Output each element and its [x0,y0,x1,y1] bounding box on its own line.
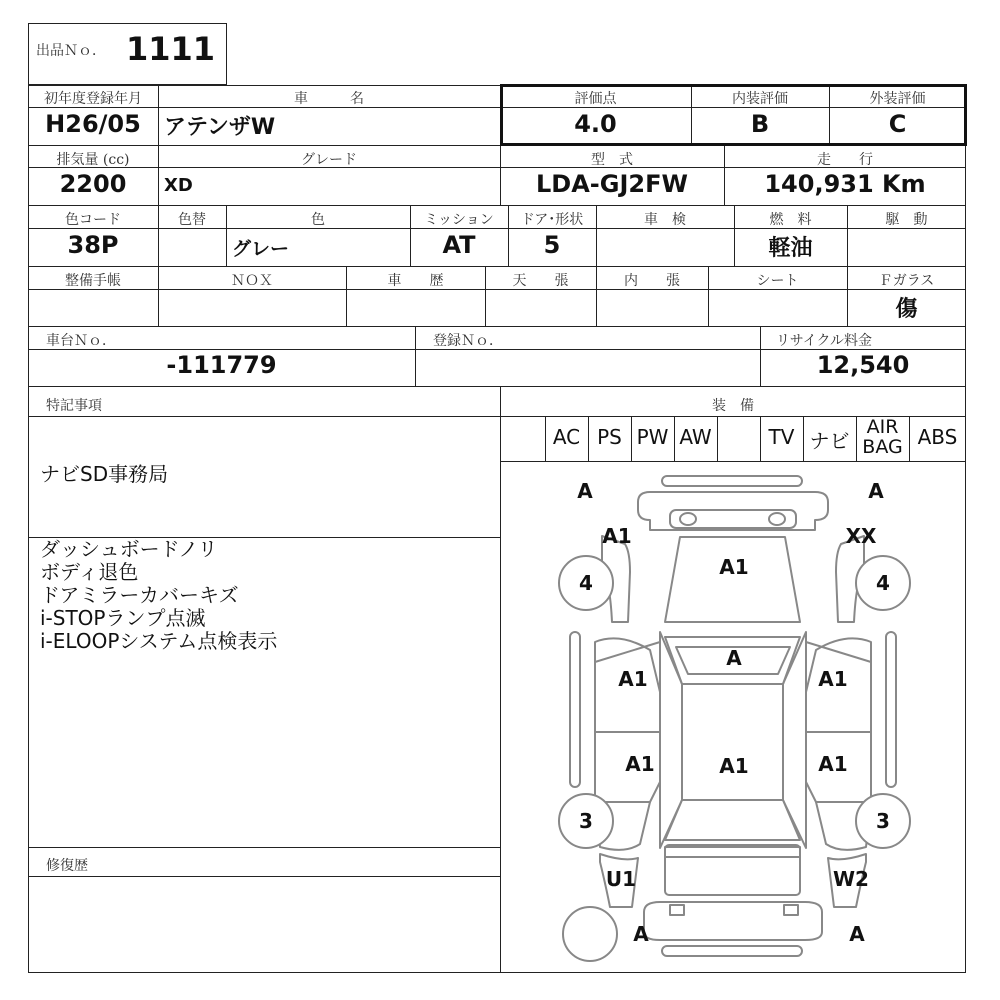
spare-tire [563,907,617,961]
label-repair-history: 修復歴 [46,858,88,874]
mark-rear-door-right: A1 [818,752,848,776]
equipment-tv: TV [768,425,795,449]
value-grade: XD [164,175,193,196]
mark-hood: A1 [719,555,749,579]
mark-rear-quarter-right: W2 [833,867,869,891]
roof [682,684,783,800]
left-mirror [570,632,580,787]
mark-front-bumper-right: A [868,479,884,503]
label-grade: グレード [301,152,357,168]
label-first-reg: 初年度登録年月 [44,91,142,107]
label-seat: シート [756,273,799,289]
value-chassis-no: -111779 [166,351,277,379]
mark-front-door-left: A1 [618,667,648,691]
label-mileage: 走 行 [817,152,873,168]
mark-front-door-right: A1 [818,667,848,691]
label-nox: ＮＯＸ [231,273,273,289]
rear-bumper-bottom [662,946,802,956]
mark-rear-bumper-right: A [849,922,865,946]
mark-tire-front-right: 4 [876,571,890,595]
value-door-shape: 5 [543,231,561,259]
label-displacement: 排気量 (cc) [56,152,130,168]
value-score: 4.0 [574,110,617,138]
mark-tire-front-left: 4 [579,571,593,595]
hood [665,537,800,622]
right-mirror [886,632,896,787]
value-f-glass: 傷 [895,297,918,322]
label-score: 評価点 [574,91,617,107]
label-model: 型 式 [591,152,633,168]
special-notes-top: ナビSD事務局 [40,462,169,486]
value-recycle-fee: 12,540 [816,351,910,379]
label-recycle-fee: リサイクル料金 [776,333,873,349]
label-f-glass: Ｆガラス [878,273,935,289]
mark-roof: A1 [719,754,749,778]
equipment-pw: PW [636,425,669,449]
equipment-navi: ナビ [809,429,850,453]
mark-rear-door-left: A1 [625,752,655,776]
mark-front-right-corner: XX [845,524,877,548]
value-color-code: 38P [67,231,119,259]
equipment-ac: AC [552,425,581,449]
mark-rear-quarter-left: U1 [605,867,637,891]
label-color-change: 色替 [178,212,206,228]
equipment-aw: AW [679,425,712,449]
front-emblem-left [680,513,696,525]
value-exterior: C [888,110,907,138]
label-interior: 内装評価 [732,91,788,107]
mark-tire-rear-left: 3 [579,809,593,833]
rear-window [665,800,800,840]
label-equipment: 装 備 [712,398,754,414]
note-line: ダッシュボードノリ [40,537,218,561]
rear-plate-left [670,905,684,915]
lot-number-label: 出品Ｎｏ． [36,43,106,59]
front-bumper-top [662,476,802,486]
label-sunroof: 天 張 [512,273,569,289]
special-notes-list [40,538,277,653]
note-line: ボディ退色 [40,560,139,584]
mark-tire-rear-right: 3 [876,809,890,833]
label-inspection: 車 検 [644,212,686,228]
mark-front-bumper-left: A [577,479,593,503]
label-color-code: 色コード [65,212,121,228]
label-special-notes: 特記事項 [46,398,102,414]
cabin-outline-right [783,632,806,848]
value-fuel: 軽油 [768,236,813,261]
mark-rear-bumper-left: A [633,922,649,946]
rear-trunk [665,845,800,895]
mark-windshield: A [726,646,742,670]
label-chassis-no: 車台Ｎｏ． [46,333,116,349]
rear-plate-right [784,905,798,915]
equipment-abs: ABS [917,425,958,449]
label-mission: ミッション [424,212,494,228]
car-damage-diagram [500,462,966,972]
label-service-book: 整備手帳 [65,273,121,289]
value-displacement: 2200 [59,170,127,198]
value-model: LDA-GJ2FW [536,170,688,198]
label-door-shape: ドア･形状 [520,212,584,228]
label-headliner: 内 張 [624,273,680,289]
note-line: i-ELOOPシステム点検表示 [40,629,278,653]
label-color: 色 [311,212,325,228]
equipment-airbag: AIR BAG [862,416,903,458]
value-mileage: 140,931 Km [764,170,926,198]
cabin-outline [660,632,682,848]
lot-number-value: 1111 [126,30,216,68]
note-line: i-STOPランプ点滅 [40,606,206,630]
label-exterior: 外装評価 [869,91,926,107]
front-emblem-right [769,513,785,525]
label-reg-no: 登録Ｎｏ． [433,333,503,349]
equipment-ps: PS [597,425,622,449]
label-car-name: 車 名 [294,91,364,107]
label-drive: 駆 動 [885,212,928,228]
mark-front-left-corner: A1 [602,524,632,548]
value-mission: AT [442,231,476,259]
value-interior: B [750,110,770,138]
rear-deck [665,847,800,857]
value-color: グレー [232,238,290,260]
note-line: ドアミラーカバーキズ [40,583,239,607]
label-fuel: 燃 料 [769,212,812,228]
value-car-name: アテンザW [164,115,276,140]
value-first-reg: H26/05 [45,110,141,138]
label-history: 車 歴 [387,273,444,289]
